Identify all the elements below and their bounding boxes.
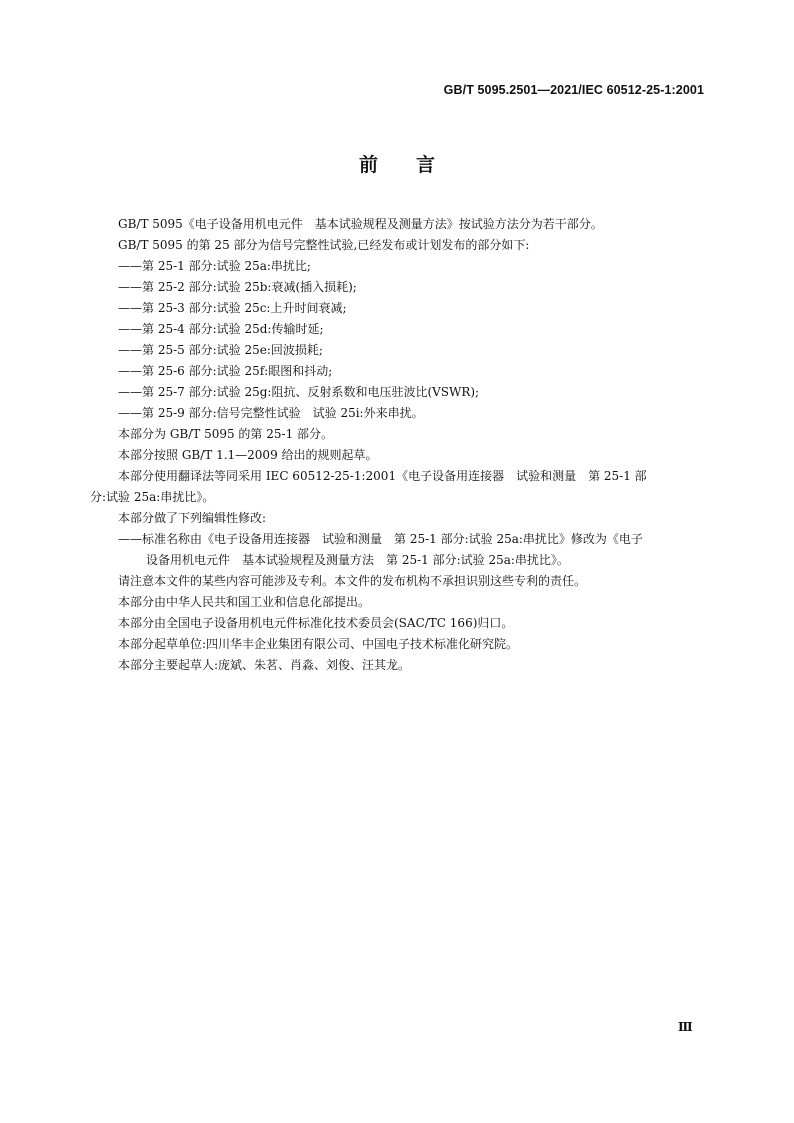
paragraph: GB/T 5095 的第 25 部分为信号完整性试验,已经发布或计划发布的部分如下: [118, 238, 530, 252]
list-item: ——第 25-7 部分:试验 25g:阻抗、反射系数和电压驻波比(VSWR); [118, 385, 480, 399]
paragraph: 本部分主要起草人:庞斌、朱茗、肖淼、刘俊、汪其龙。 [118, 658, 411, 672]
page-number: Ⅲ [678, 1020, 693, 1034]
paragraph-continuation: 分:试验 25a:串扰比》。 [90, 490, 215, 504]
page-title: 前言 [358, 154, 473, 176]
paragraph: 本部分由全国电子设备用机电元件标准化技术委员会(SAC/TC 166)归口。 [118, 616, 514, 630]
list-item: ——第 25-1 部分:试验 25a:串扰比; [118, 259, 311, 273]
paragraph: 本部分使用翻译法等同采用 IEC 60512-25-1:2001《电子设备用连接器 试验和测量 第 25-1 部 [118, 469, 647, 483]
list-item: ——第 25-3 部分:试验 25c:上升时间衰减; [118, 301, 347, 315]
list-item: ——第 25-5 部分:试验 25e:回波损耗; [118, 343, 323, 357]
paragraph: 本部分按照 GB/T 1.1—2009 给出的规则起草。 [118, 448, 378, 462]
paragraph: 请注意本文件的某些内容可能涉及专利。本文件的发布机构不承担识别这些专利的责任。 [118, 574, 587, 588]
list-item: ——标准名称由《电子设备用连接器 试验和测量 第 25-1 部分:试验 25a:串扰比》修改为《电子 [118, 532, 643, 546]
paragraph: 本部分由中华人民共和国工业和信息化部提出。 [118, 595, 371, 609]
paragraph: GB/T 5095《电子设备用机电元件 基本试验规程及测量方法》按试验方法分为若干部分。 [118, 217, 603, 231]
list-item-continuation: 设备用机电元件 基本试验规程及测量方法 第 25-1 部分:试验 25a:串扰比》。 [146, 553, 569, 567]
list-item: ——第 25-4 部分:试验 25d:传输时延; [118, 322, 324, 336]
standard-number-header: GB/T 5095.2501—2021/IEC 60512-25-1:2001 [443, 83, 704, 97]
list-item: ——第 25-2 部分:试验 25b:衰减(插入损耗); [118, 280, 357, 294]
paragraph: 本部分起草单位:四川华丰企业集团有限公司、中国电子技术标准化研究院。 [118, 637, 519, 651]
paragraph: 本部分做了下列编辑性修改: [118, 511, 267, 525]
paragraph: 本部分为 GB/T 5095 的第 25-1 部分。 [118, 427, 334, 441]
list-item: ——第 25-6 部分:试验 25f:眼图和抖动; [118, 364, 333, 378]
list-item: ——第 25-9 部分:信号完整性试验 试验 25i:外来串扰。 [118, 406, 424, 420]
foreword-body [90, 214, 704, 676]
